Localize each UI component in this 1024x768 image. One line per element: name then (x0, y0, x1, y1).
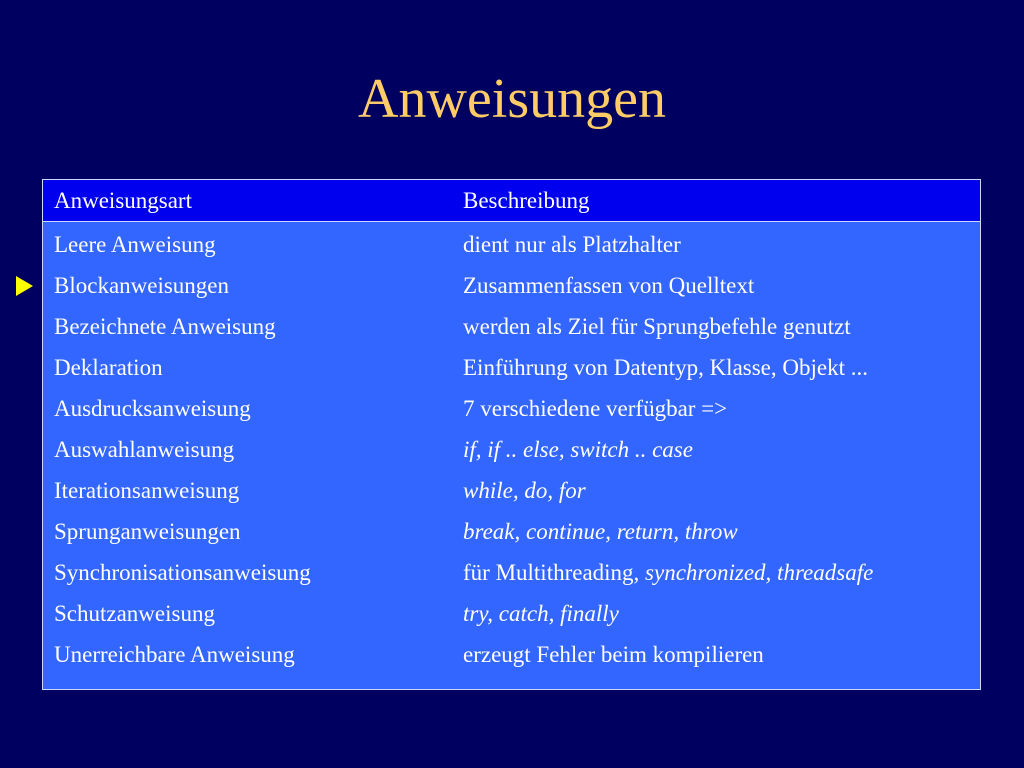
row-description: 7 verschiedene verfügbar => (463, 396, 728, 421)
table-row (43, 470, 980, 511)
row-type: Schutzanweisung (54, 601, 215, 626)
row-type: Leere Anweisung (54, 232, 216, 257)
row-description: für Multithreading, synchronized, threadsafe (463, 560, 874, 585)
table-row (43, 388, 980, 429)
row-type: Deklaration (54, 355, 163, 380)
row-description: while, do, for (463, 478, 586, 503)
table-row (43, 593, 980, 634)
table-row (43, 347, 980, 388)
row-description: dient nur als Platzhalter (463, 232, 681, 257)
play-triangle-icon (16, 276, 33, 296)
table-body (43, 224, 980, 675)
row-description: Zusammenfassen von Quelltext (463, 273, 755, 298)
row-description: Einführung von Datentyp, Klasse, Objekt ... (463, 355, 868, 380)
table-row (43, 429, 980, 470)
row-type: Auswahlanweisung (54, 437, 235, 462)
table-row (43, 634, 980, 675)
statement-types-table (42, 179, 981, 690)
table-header-row (43, 180, 980, 222)
header-anweisungsart: Anweisungsart (54, 188, 192, 213)
table-row (43, 511, 980, 552)
table-row (43, 224, 980, 265)
row-description: try, catch, finally (463, 601, 619, 626)
row-type: Synchronisationsanweisung (54, 560, 311, 585)
row-type: Bezeichnete Anweisung (54, 314, 276, 339)
row-description: erzeugt Fehler beim kompilieren (463, 642, 764, 667)
row-description: if, if .. else, switch .. case (463, 437, 693, 462)
row-type: Blockanweisungen (54, 273, 230, 298)
header-beschreibung: Beschreibung (463, 188, 590, 213)
row-type: Unerreichbare Anweisung (54, 642, 295, 667)
row-type: Iterationsanweisung (54, 478, 240, 503)
row-description: werden als Ziel für Sprungbefehle genutzt (463, 314, 851, 339)
row-description: break, continue, return, throw (463, 519, 738, 544)
row-type: Sprunganweisungen (54, 519, 241, 544)
table-row (43, 306, 980, 347)
slide-title: Anweisungen (358, 68, 666, 130)
table-row (43, 265, 980, 306)
row-type: Ausdrucksanweisung (54, 396, 251, 421)
table-row (43, 552, 980, 593)
